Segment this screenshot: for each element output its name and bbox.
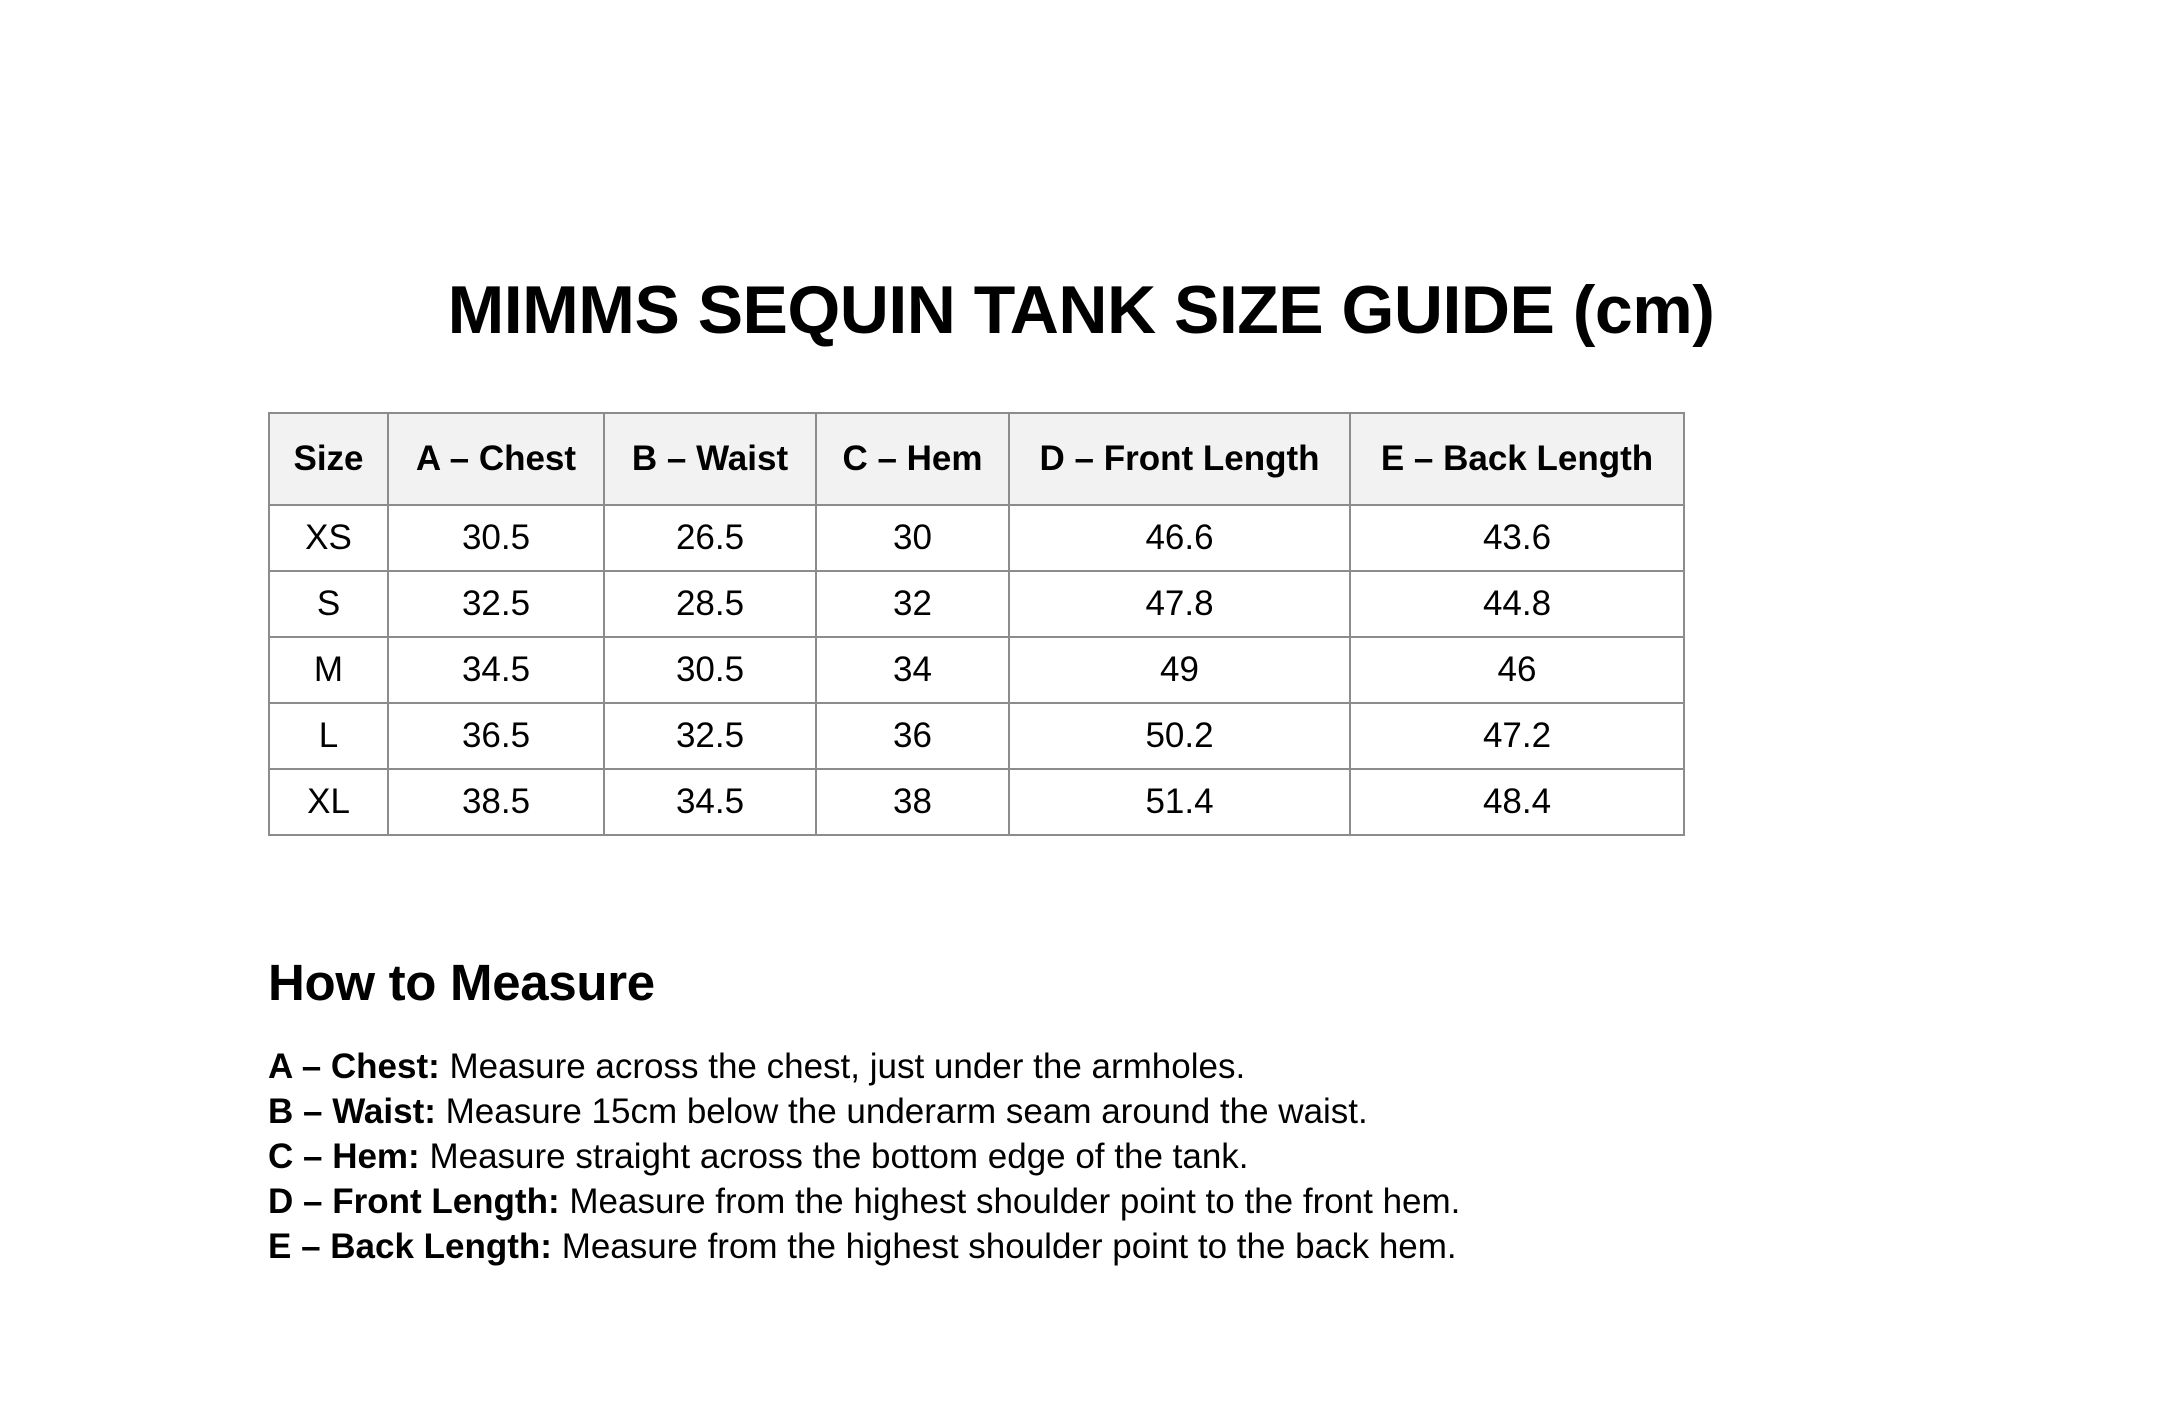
cell-back-length: 44.8 [1350,571,1684,637]
cell-waist: 28.5 [604,571,816,637]
column-header-front-length: D – Front Length [1009,413,1350,505]
column-header-back-length: E – Back Length [1350,413,1684,505]
table-row [269,769,1684,835]
column-header-size: Size [269,413,388,505]
cell-waist: 30.5 [604,637,816,703]
instruction-text: Measure from the highest shoulder point to the back hem. [561,1227,1457,1266]
cell-chest: 36.5 [388,703,604,769]
how-to-measure-heading: How to Measure [268,954,655,1011]
cell-back-length: 48.4 [1350,769,1684,835]
size-table [268,412,1685,836]
instruction-text: Measure across the chest, just under the armholes. [449,1047,1246,1086]
cell-size: XS [269,505,388,571]
cell-chest: 38.5 [388,769,604,835]
instruction-text: Measure from the highest shoulder point to the front hem. [569,1182,1461,1221]
instruction-term: C – Hem: [268,1137,420,1176]
column-header-chest: A – Chest [388,413,604,505]
instruction-hem [268,1134,1460,1179]
cell-size: S [269,571,388,637]
instruction-chest [268,1044,1460,1089]
table-row [269,703,1684,769]
table-row [269,505,1684,571]
cell-back-length: 43.6 [1350,505,1684,571]
cell-waist: 32.5 [604,703,816,769]
cell-chest: 34.5 [388,637,604,703]
cell-front-length: 50.2 [1009,703,1350,769]
cell-waist: 26.5 [604,505,816,571]
cell-back-length: 46 [1350,637,1684,703]
cell-hem: 34 [816,637,1009,703]
instruction-term: E – Back Length: [268,1227,552,1266]
table-row [269,571,1684,637]
cell-front-length: 49 [1009,637,1350,703]
instruction-text: Measure 15cm below the underarm seam around the waist. [445,1092,1368,1131]
cell-back-length: 47.2 [1350,703,1684,769]
cell-size: L [269,703,388,769]
instruction-text: Measure straight across the bottom edge of the tank. [429,1137,1249,1176]
cell-size: M [269,637,388,703]
cell-front-length: 51.4 [1009,769,1350,835]
cell-size: XL [269,769,388,835]
cell-chest: 32.5 [388,571,604,637]
instruction-term: A – Chest: [268,1047,440,1086]
instruction-front-length [268,1179,1460,1224]
column-header-waist: B – Waist [604,413,816,505]
cell-waist: 34.5 [604,769,816,835]
instruction-term: D – Front Length: [268,1182,560,1221]
size-table-container [268,412,1685,836]
instruction-term: B – Waist: [268,1092,436,1131]
cell-front-length: 47.8 [1009,571,1350,637]
cell-chest: 30.5 [388,505,604,571]
cell-front-length: 46.6 [1009,505,1350,571]
instruction-waist [268,1089,1460,1134]
cell-hem: 30 [816,505,1009,571]
cell-hem: 38 [816,769,1009,835]
cell-hem: 36 [816,703,1009,769]
instruction-back-length [268,1224,1460,1269]
column-header-hem: C – Hem [816,413,1009,505]
cell-hem: 32 [816,571,1009,637]
page-title: MIMMS SEQUIN TANK SIZE GUIDE (cm) [447,272,1715,348]
table-header-row [269,413,1684,505]
measurement-instructions [268,1044,1460,1269]
table-row [269,637,1684,703]
